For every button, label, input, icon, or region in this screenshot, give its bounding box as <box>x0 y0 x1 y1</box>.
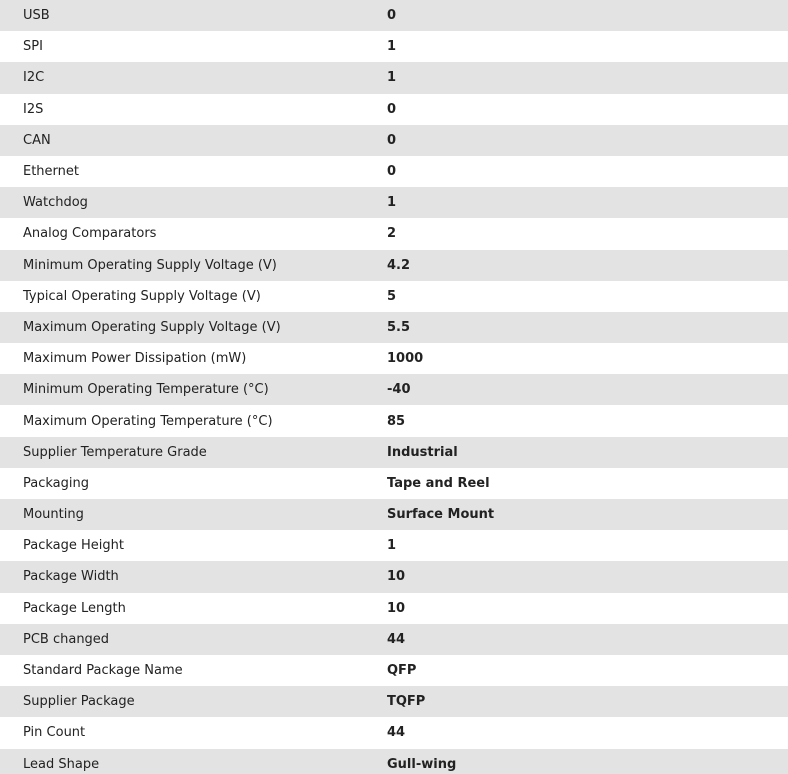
spec-value: 10 <box>387 600 406 616</box>
table-row <box>0 499 788 530</box>
table-row <box>0 655 788 686</box>
spec-value: 85 <box>387 413 406 429</box>
spec-value: 0 <box>387 164 397 180</box>
spec-value: 44 <box>387 631 406 647</box>
spec-label: Standard Package Name <box>23 663 183 679</box>
spec-value: 2 <box>387 226 397 242</box>
spec-label: Supplier Package <box>23 694 135 710</box>
spec-label: Maximum Power Dissipation (mW) <box>23 351 247 367</box>
spec-label: I2C <box>23 70 45 86</box>
table-row <box>0 624 788 655</box>
spec-label: Lead Shape <box>23 756 100 772</box>
table-row <box>0 405 788 436</box>
spec-value: 1 <box>387 70 397 86</box>
table-row <box>0 561 788 592</box>
spec-label: Packaging <box>23 475 89 491</box>
spec-value: 1 <box>387 195 397 211</box>
spec-value: 4.2 <box>387 257 411 273</box>
table-row <box>0 250 788 281</box>
spec-label: Analog Comparators <box>23 226 157 242</box>
table-row <box>0 593 788 624</box>
table-row <box>0 125 788 156</box>
spec-value: 0 <box>387 8 397 24</box>
spec-label: Watchdog <box>23 195 88 211</box>
table-row <box>0 717 788 748</box>
spec-label: Package Width <box>23 569 119 585</box>
table-row <box>0 218 788 249</box>
spec-value: Industrial <box>387 444 458 460</box>
spec-label: I2S <box>23 101 44 117</box>
spec-value: Tape and Reel <box>387 475 490 491</box>
spec-value: Surface Mount <box>387 507 495 523</box>
spec-value: TQFP <box>387 694 426 710</box>
table-row <box>0 530 788 561</box>
spec-value: Gull-wing <box>387 756 457 772</box>
spec-value: 44 <box>387 725 406 741</box>
spec-label: Maximum Operating Supply Voltage (V) <box>23 319 281 335</box>
spec-value: 10 <box>387 569 406 585</box>
table-row <box>0 312 788 343</box>
spec-label: Maximum Operating Temperature (°C) <box>23 413 273 429</box>
table-row <box>0 187 788 218</box>
spec-label: Ethernet <box>23 164 79 180</box>
spec-value: 1 <box>387 39 397 55</box>
table-row <box>0 281 788 312</box>
spec-label: PCB changed <box>23 631 110 647</box>
spec-label: Package Length <box>23 600 126 616</box>
spec-label: USB <box>23 8 50 24</box>
spec-value: 0 <box>387 132 397 148</box>
spec-value: 1 <box>387 538 397 554</box>
table-row <box>0 94 788 125</box>
table-row <box>0 437 788 468</box>
spec-label: Package Height <box>23 538 124 554</box>
table-row <box>0 468 788 499</box>
table-row <box>0 749 788 774</box>
table-row <box>0 374 788 405</box>
spec-label: SPI <box>23 39 43 55</box>
spec-value: 0 <box>387 101 397 117</box>
spec-value: 5 <box>387 288 397 304</box>
table-row <box>0 31 788 62</box>
spec-label: Supplier Temperature Grade <box>23 444 207 460</box>
table-row <box>0 343 788 374</box>
table-row <box>0 0 788 31</box>
spec-label: CAN <box>23 132 51 148</box>
spec-value: -40 <box>387 382 411 398</box>
spec-label: Minimum Operating Supply Voltage (V) <box>23 257 277 273</box>
table-row <box>0 62 788 93</box>
spec-label: Minimum Operating Temperature (°C) <box>23 382 269 398</box>
spec-label: Typical Operating Supply Voltage (V) <box>23 288 261 304</box>
table-row <box>0 686 788 717</box>
table-row <box>0 156 788 187</box>
spec-value: QFP <box>387 663 417 679</box>
spec-label: Mounting <box>23 507 84 523</box>
spec-label: Pin Count <box>23 725 86 741</box>
spec-value: 5.5 <box>387 319 411 335</box>
spec-value: 1000 <box>387 351 424 367</box>
